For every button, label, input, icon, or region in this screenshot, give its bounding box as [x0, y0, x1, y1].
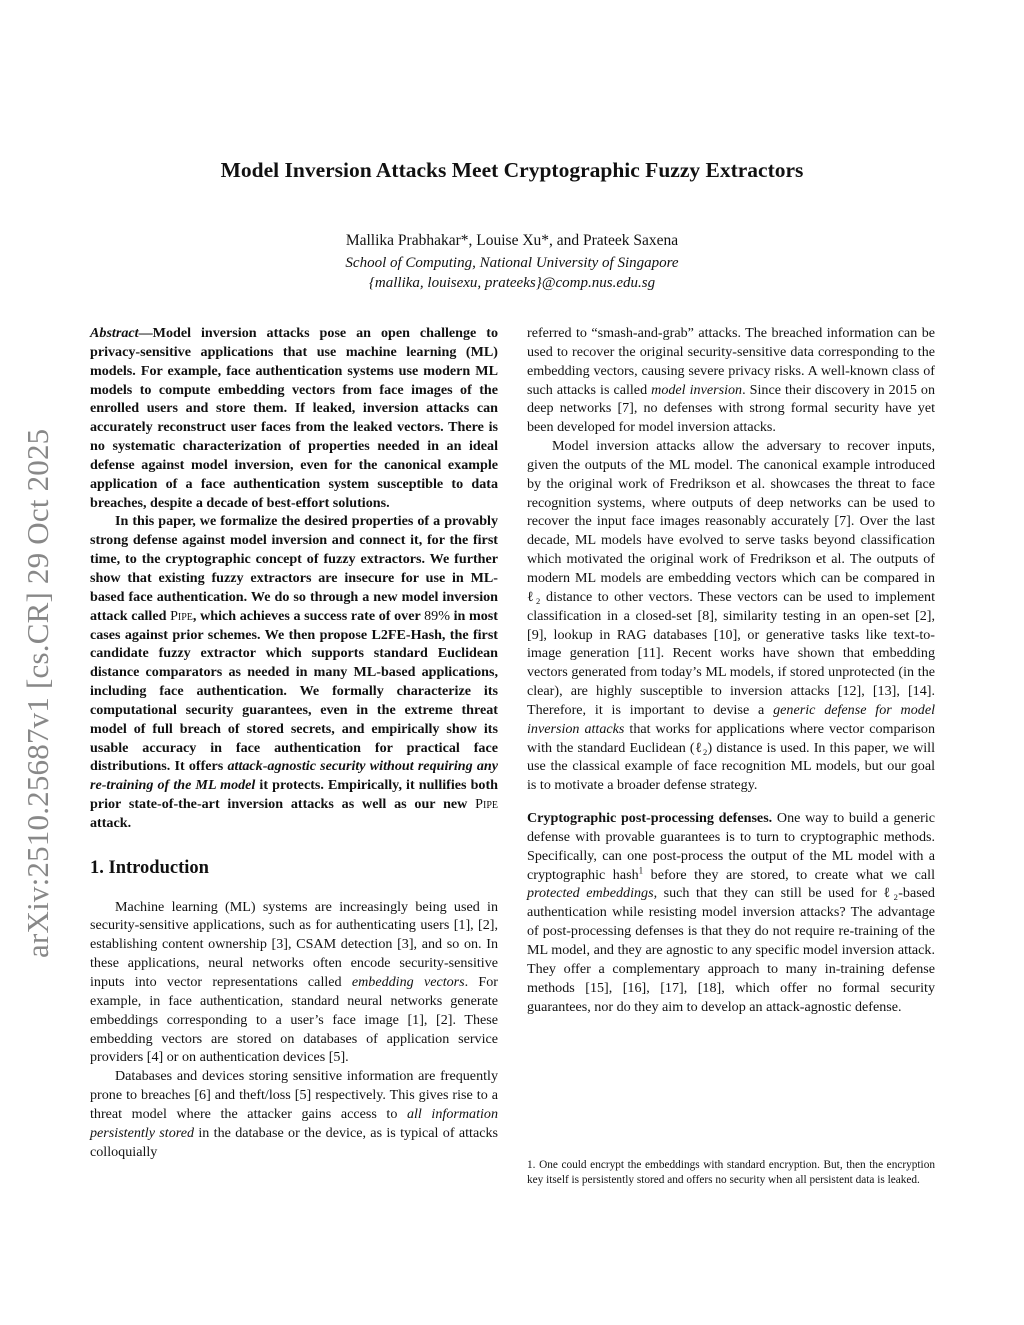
text-run: in most cases against prior schemes. We then propose L2FE-Hash, the first candidate fuzzy extractor which supports standard Euclidean distance comparators as needed in many ML-based applications, including face authentication. We formally characterize its computational security guarantees, even in the extreme threat model of full breach of stored secrets, and empirically show its usable accuracy in face authentication for practical face distributions. It offers — [90, 607, 498, 775]
text-run: all information persistently stored — [90, 1105, 498, 1141]
text-run: In this paper, we formalize the desired properties of a provably strong defense against model inversion and connect it, for the first time, to the cryptographic concept of fuzzy extractors. We further show that existing fuzzy extractors are insecure for use in ML-based face authentication. We do so through a new model inversion attack called — [90, 513, 498, 624]
abstract — [90, 324, 498, 833]
text-run: before they are stored, to create what we call — [643, 866, 936, 883]
text-run: Pipe — [170, 607, 193, 624]
text-run: Databases and devices storing sensitive information are frequently prone to breaches [6] and theft/loss [5] respectively. This gives rise to a threat model where the attacker gains access to — [90, 1068, 498, 1122]
section-heading-introduction: 1. Introduction — [90, 857, 209, 878]
text-run: referred to “smash-and-grab” attacks. The breached information can be used to recover the original security-sensitive data corresponding to the embedding vectors, causing severe privacy risks. A well-known class of such attacks is called — [527, 325, 935, 398]
text-run: Cryptographic post-processing defenses. — [527, 810, 773, 827]
text-run: attack. — [90, 814, 132, 831]
text-run: attack-agnostic security without requiring any re-training of the ML model — [90, 758, 498, 794]
paragraph — [90, 1067, 498, 1161]
author-emails: {mallika, louisexu, prateeks}@comp.nus.edu.sg — [368, 275, 656, 291]
text-run: model inversion — [651, 381, 743, 398]
paragraph — [90, 324, 498, 512]
introduction-body — [90, 898, 498, 1162]
right-column — [527, 324, 935, 1016]
footnote: 1. One could encrypt the embeddings with standard encryption. But, then the encryption key itself is persistently stored and offers no security when all persistent data is leaked. — [527, 1159, 935, 1186]
text-run: 89% — [424, 607, 450, 624]
paragraph — [527, 324, 935, 437]
text-run: it protects. Empirically, it nullifies both prior state-of-the-art inversion attacks as well as our new — [90, 777, 498, 813]
text-run: , such that they can still be used for ℓ₂-based authentication while resisting model inversion attacks? The advantage of post-processing defenses is that they do not require re-training of the ML model, and they are agnostic to any specific model inversion attack. They offer a complementary approach to many in-training defense methods [15], [16], [17], [18], which offer no formal security guarantees, nor do they aim to develop an attack-agnostic defense. — [527, 885, 935, 1015]
paragraph — [527, 809, 935, 1016]
text-run: 1 — [638, 864, 644, 875]
text-run: , which achieves a success rate of over — [192, 607, 425, 624]
text-run: Pipe — [475, 796, 498, 813]
text-run: embedding vectors — [351, 974, 465, 990]
paper-title: Model Inversion Attacks Meet Cryptographic Fuzzy Extractors — [220, 158, 804, 182]
paragraph — [527, 437, 935, 795]
text-run: One way to build a generic defense with provable guarantees is to turn to cryptographic methods. Specifically, can one post-process the output of the ML model with a cryptographic hash — [527, 810, 935, 883]
paragraph — [90, 898, 498, 1068]
text-run: that works for applications where vector comparison with the standard Euclidean (ℓ₂) distance is used. In this paper, we will use the classical example of face recognition ML models, but our goal is to motivate a broader defense strategy. — [527, 720, 935, 794]
paragraph — [90, 512, 498, 832]
text-run: —Model inversion attacks pose an open challenge to privacy-sensitive applications that use machine learning (ML) models. For example, face authentication systems use modern ML models to compute embedding vectors from face images of the enrolled users and store them. If leaked, inversion attacks can accurately reconstruct user faces from the leaked vectors. There is no systematic characterization of properties needed in an ideal defense against model inversion, even for the canonical example application of a face authentication system susceptible to data breaches, despite a decade of best-effort solutions. — [90, 325, 498, 511]
text-run: . For example, in face authentication, standard neural networks generate embeddings corresponding to a user’s face image [1], [2]. These embedding vectors are stored on databases of application service providers [4] or on authentication devices [5]. — [90, 974, 498, 1066]
text-run: Machine learning (ML) systems are increasingly being used in security-sensitive applications, such as for authenticating users [1], [2], establishing content ownership [3], CSAM detection [3], and so on. In these applications, neural networks often encode security-sensitive inputs into vector representations called — [90, 898, 498, 990]
text-run: . Since their discovery in 2015 on deep networks [7], no defenses with strong formal security have yet been developed for model inversion attacks. — [527, 381, 936, 436]
right-column-body — [527, 324, 935, 1016]
left-column — [90, 324, 498, 1161]
text-run: generic defense for model inversion attacks — [527, 701, 935, 737]
text-run: Model inversion attacks allow the adversary to recover inputs, given the outputs of the ML model. The canonical example introduced by the original work of Fredrikson et al. showcases the threat to face recognition systems, where outputs of deep networks can be used to recover the input face images reasonably accurately [7]. Over the last decade, ML models have evolved to serve tasks beyond classification which motivated the original work of Fredrikson et al. The outputs of modern ML models are embedding vectors which can be compared in ℓ₂ distance to other vectors. These vectors can be used to implement classification in a closed-set [8], similarity testing in an open-set [2], [9], lookup in RAG databases [10], or generative tasks like text-to-image generation [11]. Recent works have shown that embedding vectors generated from today’s ML models, if stored unprotected (in the clear), are highly susceptible to inversion attacks [12], [13], [14]. Therefore, it is important to devise a — [527, 438, 935, 718]
affiliation: School of Computing, National University of Singapore — [345, 255, 679, 271]
text-run: in the database or the device, as is typical of attacks colloquially — [90, 1124, 498, 1160]
text-run: Abstract — [90, 325, 139, 341]
author-list: Mallika Prabhakar*, Louise Xu*, and Prateek Saxena — [345, 232, 679, 249]
arxiv-identifier-stamp: arXiv:2510.25687v1 [cs.CR] 29 Oct 2025 — [20, 428, 55, 958]
text-run: protected embeddings — [527, 885, 654, 902]
